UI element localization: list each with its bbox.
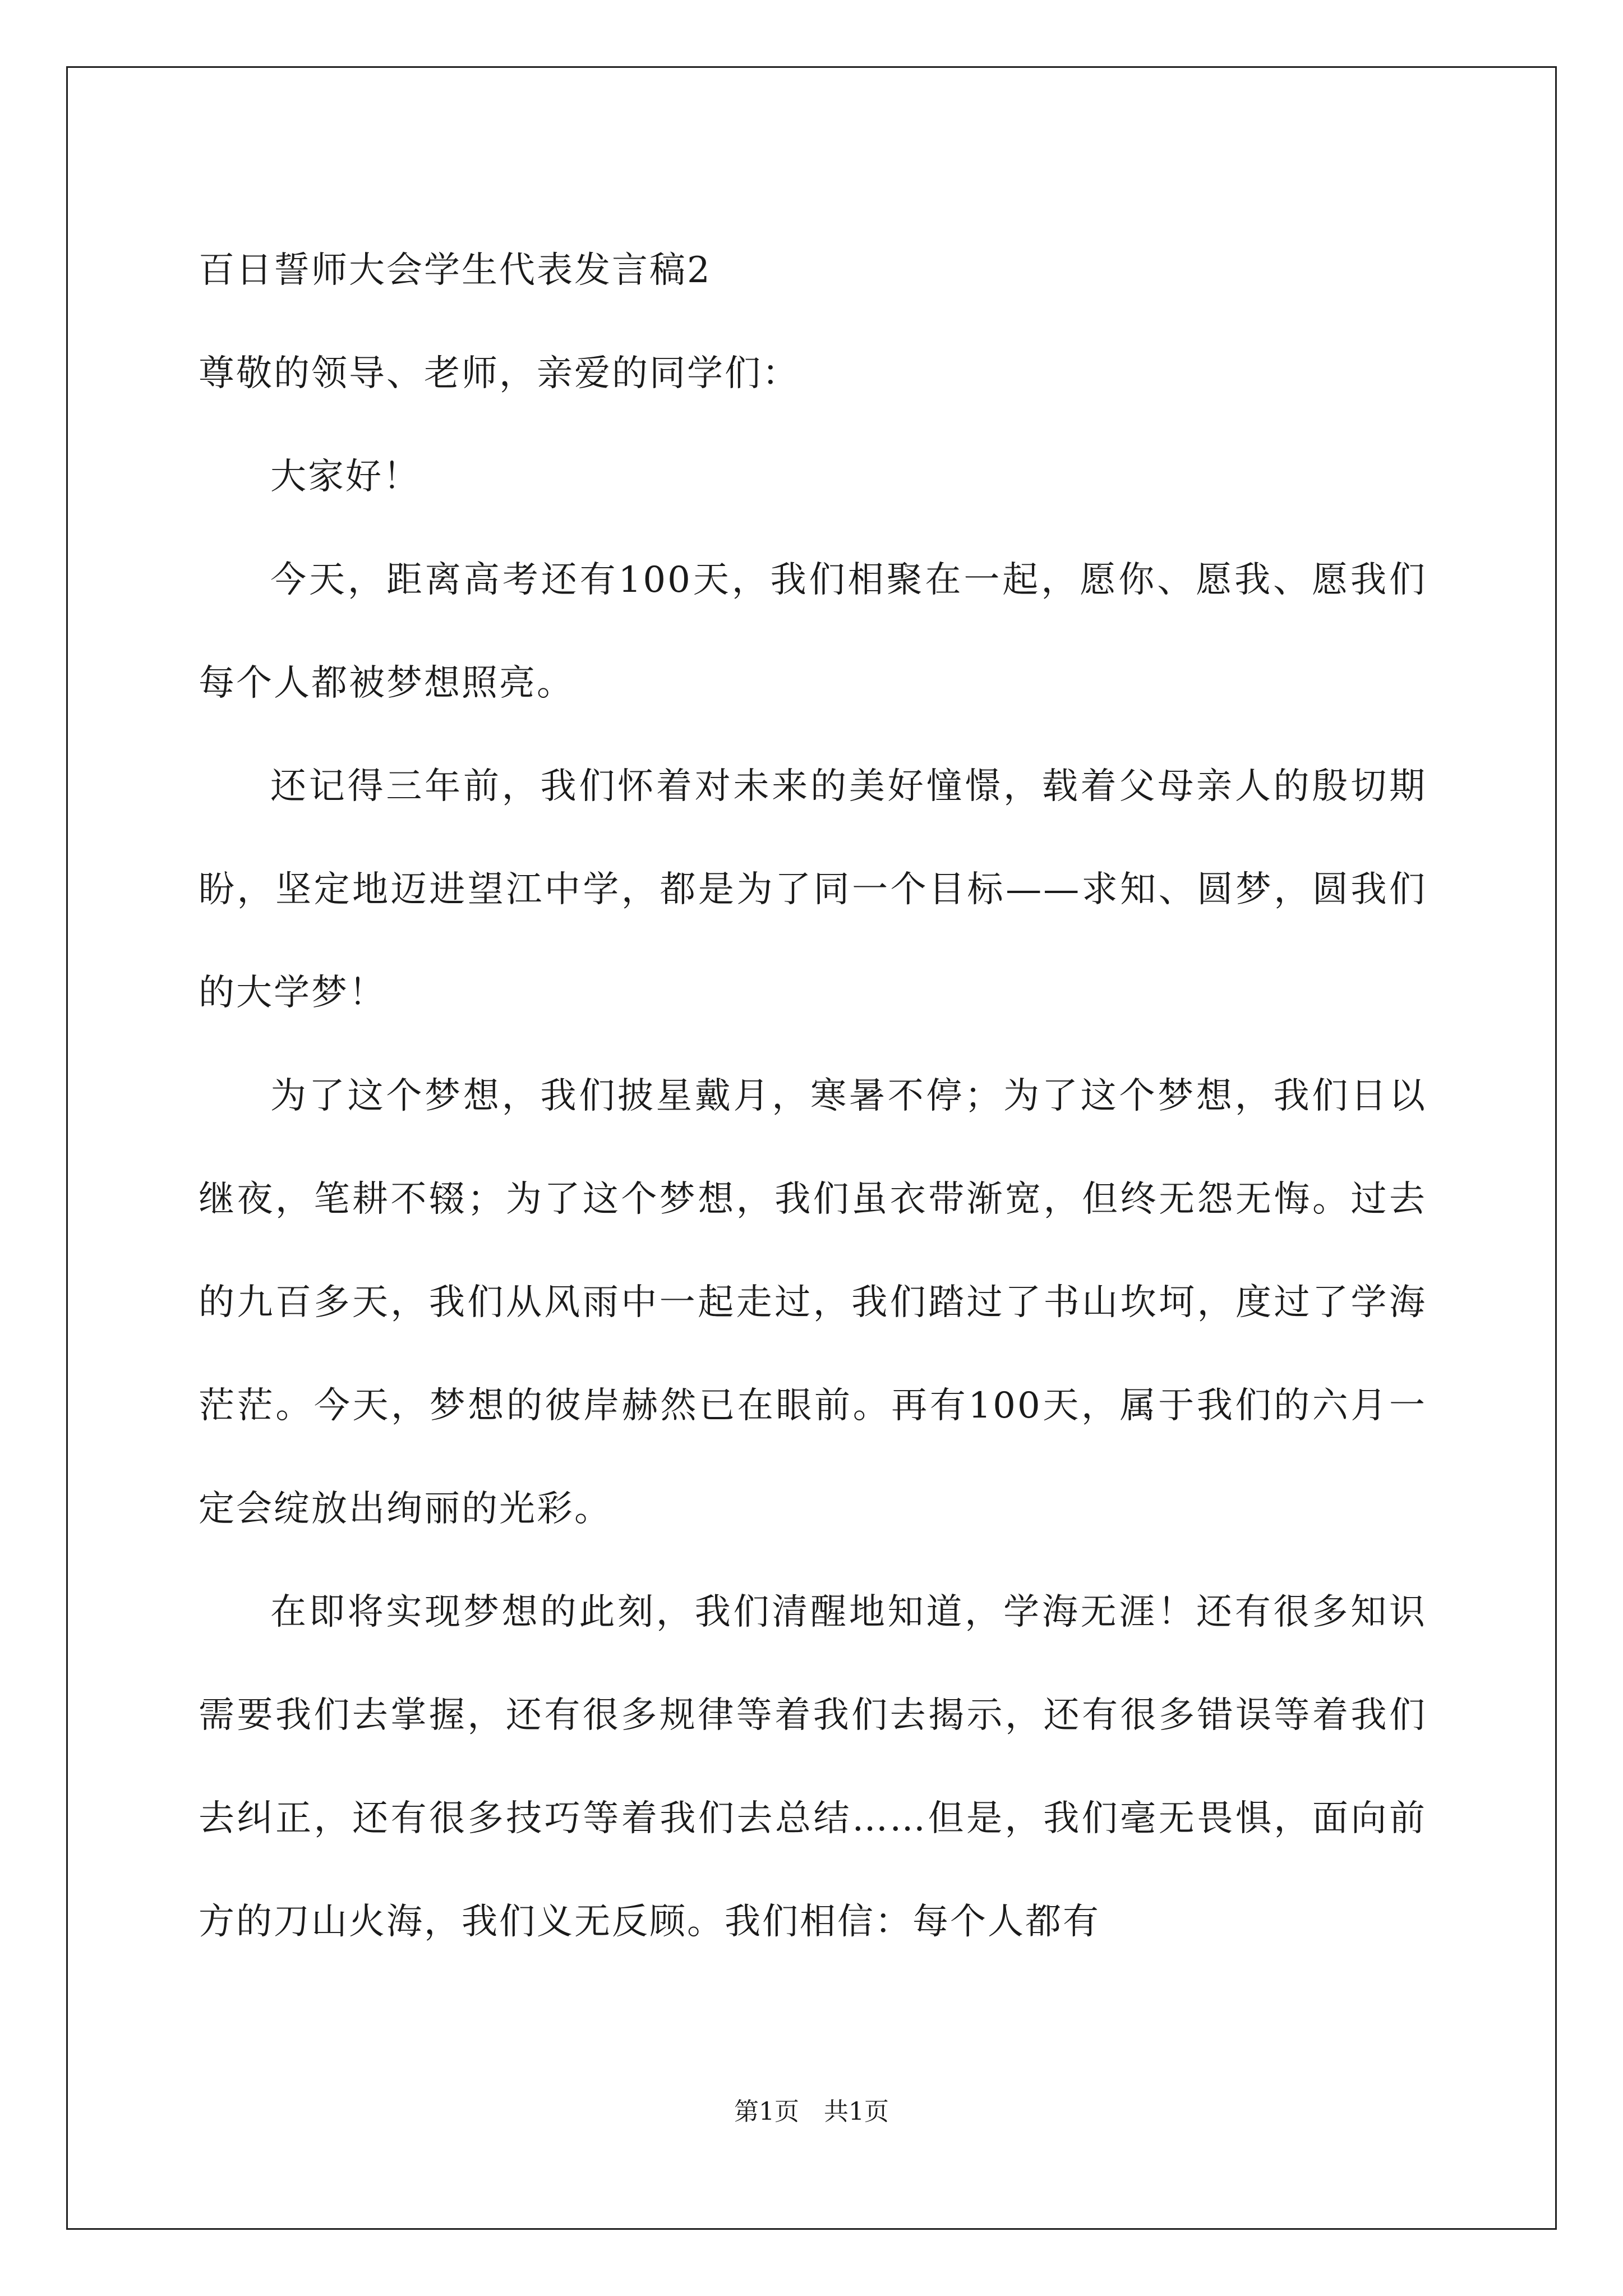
paragraph-2: 还记得三年前，我们怀着对未来的美好憧憬，载着父母亲人的殷切期盼，坚定地迈进望江中学，都是为了同一个目标——求知、圆梦，圆我们的大学梦！ [199, 766, 1427, 1014]
salutation: 尊敬的领导、老师，亲爱的同学们： [199, 353, 800, 394]
paragraph-3: 为了这个梦想，我们披星戴月，寒暑不停；为了这个梦想，我们日以继夜，笔耕不辍；为了这个梦想，我们虽衣带渐宽，但终无怨无悔。过去的九百多天，我们从风雨中一起走过，我们踏过了书山坎坷，度过了学海茫茫。今天，梦想的彼岸赫然已在眼前。再有100天，属于我们的六月一定会绽放出绚丽的光彩。 [199, 1075, 1427, 1530]
document-title: 百日誓师大会学生代表发言稿2 [199, 250, 712, 291]
paragraph-greeting: 大家好！ [270, 456, 421, 498]
paragraph-1: 今天，距离高考还有100天，我们相聚在一起，愿你、愿我、愿我们每个人都被梦想照亮。 [199, 559, 1427, 704]
paragraph-4: 在即将实现梦想的此刻，我们清醒地知道，学海无涯！还有很多知识需要我们去掌握，还有很多规律等着我们去揭示，还有很多错误等着我们去纠正，还有很多技巧等着我们去总结……但是，我们毫无畏惧，面向前方的刀山火海，我们义无反顾。我们相信：每个人都有 [199, 1591, 1427, 1943]
document-body [199, 219, 1427, 1973]
page-number-footer: 第1页 共1页 [734, 2097, 889, 2126]
